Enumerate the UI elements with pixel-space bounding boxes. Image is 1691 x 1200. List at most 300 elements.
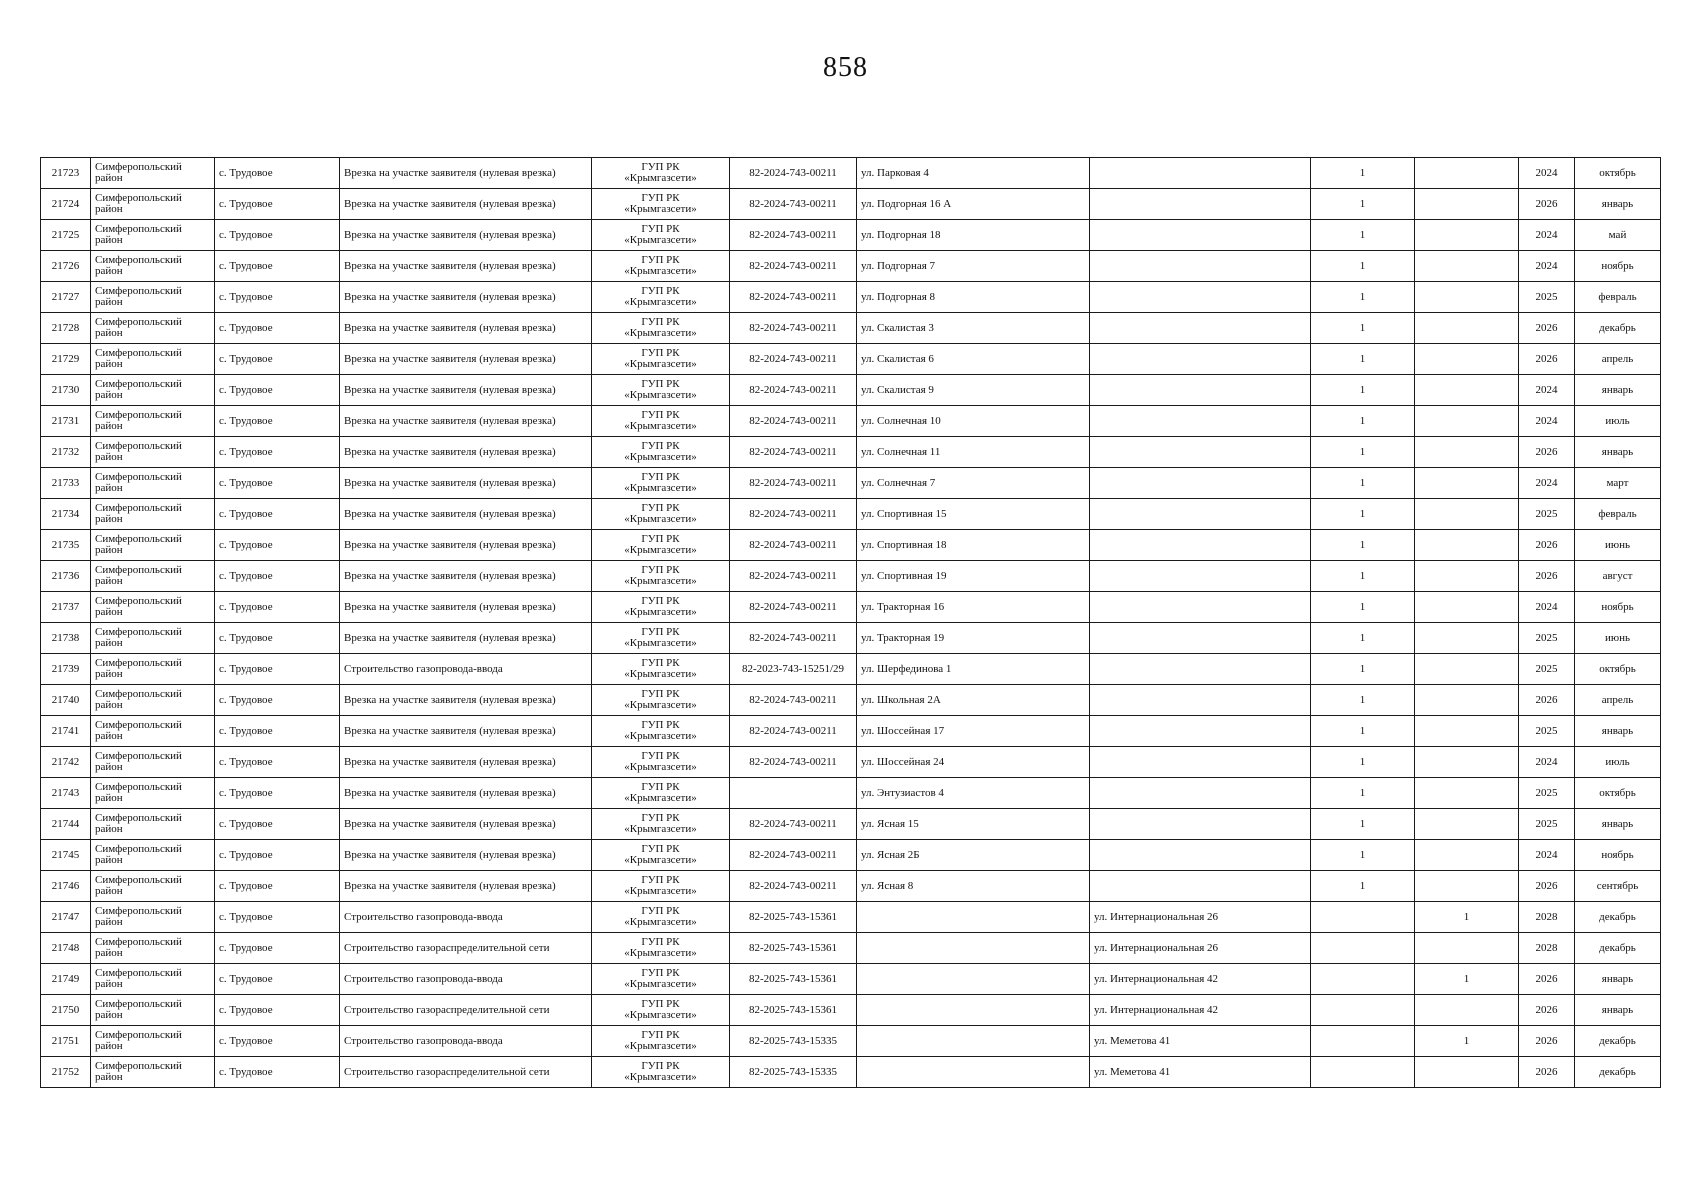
year-cell: 2026 — [1519, 344, 1575, 375]
row-number-cell: 21738 — [41, 623, 91, 654]
organization-cell — [592, 468, 730, 499]
address-cell: ул. Шоссейная 24 — [857, 747, 1090, 778]
work-type-cell: Врезка на участке заявителя (нулевая врезка) — [340, 561, 592, 592]
work-type-cell: Врезка на участке заявителя (нулевая врезка) — [340, 840, 592, 871]
table-row — [41, 313, 1661, 344]
month-cell: июнь — [1575, 623, 1661, 654]
year-cell: 2026 — [1519, 685, 1575, 716]
address-alt-cell: ул. Меметова 41 — [1090, 1026, 1311, 1057]
count-alt-cell — [1415, 344, 1519, 375]
row-number-cell: 21737 — [41, 592, 91, 623]
organization-line-1: ГУП РК — [641, 812, 680, 824]
year-cell: 2025 — [1519, 778, 1575, 809]
year-cell: 2024 — [1519, 406, 1575, 437]
row-number-cell: 21744 — [41, 809, 91, 840]
table-row — [41, 685, 1661, 716]
year-cell: 2026 — [1519, 871, 1575, 902]
count-alt-cell — [1415, 282, 1519, 313]
row-number-cell: 21725 — [41, 220, 91, 251]
program-code-cell: 82-2024-743-00211 — [730, 406, 857, 437]
district-cell: Симферопольский район — [91, 902, 215, 933]
month-cell: октябрь — [1575, 158, 1661, 189]
count-cell: 1 — [1311, 747, 1415, 778]
program-code-cell: 82-2024-743-00211 — [730, 251, 857, 282]
year-cell: 2026 — [1519, 189, 1575, 220]
address-cell: ул. Подгорная 8 — [857, 282, 1090, 313]
month-cell: апрель — [1575, 344, 1661, 375]
year-cell: 2026 — [1519, 995, 1575, 1026]
organization-line-1: ГУП РК — [641, 533, 680, 545]
month-cell: ноябрь — [1575, 592, 1661, 623]
month-cell: январь — [1575, 375, 1661, 406]
organization-line-1: ГУП РК — [641, 502, 680, 514]
settlement-cell: с. Трудовое — [215, 344, 340, 375]
work-type-cell: Врезка на участке заявителя (нулевая врезка) — [340, 871, 592, 902]
year-cell: 2026 — [1519, 964, 1575, 995]
row-number-cell: 21747 — [41, 902, 91, 933]
program-code-cell: 82-2024-743-00211 — [730, 344, 857, 375]
address-cell: ул. Подгорная 7 — [857, 251, 1090, 282]
address-alt-cell — [1090, 592, 1311, 623]
month-cell: декабрь — [1575, 1026, 1661, 1057]
row-number-cell: 21731 — [41, 406, 91, 437]
work-type-cell: Строительство газораспределительной сети — [340, 995, 592, 1026]
table-row — [41, 1026, 1661, 1057]
count-alt-cell: 1 — [1415, 1026, 1519, 1057]
work-type-cell: Врезка на участке заявителя (нулевая врезка) — [340, 406, 592, 437]
settlement-cell: с. Трудовое — [215, 716, 340, 747]
year-cell: 2028 — [1519, 902, 1575, 933]
count-alt-cell — [1415, 809, 1519, 840]
count-cell: 1 — [1311, 282, 1415, 313]
organization-cell — [592, 592, 730, 623]
table-row — [41, 158, 1661, 189]
organization-cell — [592, 313, 730, 344]
month-cell: декабрь — [1575, 933, 1661, 964]
address-cell: ул. Школьная 2А — [857, 685, 1090, 716]
address-cell: ул. Ясная 15 — [857, 809, 1090, 840]
count-cell: 1 — [1311, 561, 1415, 592]
table-row — [41, 623, 1661, 654]
year-cell: 2025 — [1519, 499, 1575, 530]
organization-line-2: «Крымгазсети» — [624, 482, 697, 494]
month-cell: февраль — [1575, 282, 1661, 313]
district-cell: Симферопольский район — [91, 964, 215, 995]
organization-line-1: ГУП РК — [641, 1029, 680, 1041]
settlement-cell: с. Трудовое — [215, 747, 340, 778]
organization-line-2: «Крымгазсети» — [624, 575, 697, 587]
organization-line-1: ГУП РК — [641, 347, 680, 359]
address-alt-cell: ул. Интернациональная 26 — [1090, 902, 1311, 933]
count-cell: 1 — [1311, 840, 1415, 871]
organization-line-1: ГУП РК — [641, 192, 680, 204]
program-code-cell: 82-2024-743-00211 — [730, 561, 857, 592]
settlement-cell: с. Трудовое — [215, 995, 340, 1026]
count-alt-cell — [1415, 437, 1519, 468]
organization-cell — [592, 282, 730, 313]
settlement-cell: с. Трудовое — [215, 933, 340, 964]
table-row — [41, 406, 1661, 437]
address-cell: ул. Подгорная 16 А — [857, 189, 1090, 220]
district-cell: Симферопольский район — [91, 933, 215, 964]
count-alt-cell — [1415, 530, 1519, 561]
row-number-cell: 21748 — [41, 933, 91, 964]
count-cell: 1 — [1311, 344, 1415, 375]
row-number-cell: 21730 — [41, 375, 91, 406]
row-number-cell: 21729 — [41, 344, 91, 375]
address-alt-cell — [1090, 685, 1311, 716]
month-cell: январь — [1575, 995, 1661, 1026]
program-code-cell: 82-2023-743-15251/29 — [730, 654, 857, 685]
count-cell: 1 — [1311, 406, 1415, 437]
count-cell: 1 — [1311, 251, 1415, 282]
address-cell — [857, 1057, 1090, 1088]
count-cell: 1 — [1311, 871, 1415, 902]
program-code-cell: 82-2025-743-15361 — [730, 933, 857, 964]
address-cell: ул. Ясная 2Б — [857, 840, 1090, 871]
settlement-cell: с. Трудовое — [215, 282, 340, 313]
organization-cell — [592, 406, 730, 437]
work-type-cell: Врезка на участке заявителя (нулевая врезка) — [340, 282, 592, 313]
settlement-cell: с. Трудовое — [215, 189, 340, 220]
address-alt-cell — [1090, 437, 1311, 468]
table-body — [41, 158, 1661, 1088]
address-alt-cell — [1090, 406, 1311, 437]
district-cell: Симферопольский район — [91, 623, 215, 654]
year-cell: 2028 — [1519, 933, 1575, 964]
organization-line-1: ГУП РК — [641, 936, 680, 948]
organization-line-2: «Крымгазсети» — [624, 389, 697, 401]
settlement-cell: с. Трудовое — [215, 530, 340, 561]
organization-line-1: ГУП РК — [641, 440, 680, 452]
address-cell: ул. Спортивная 15 — [857, 499, 1090, 530]
organization-line-2: «Крымгазсети» — [624, 730, 697, 742]
address-alt-cell — [1090, 375, 1311, 406]
organization-cell — [592, 251, 730, 282]
address-cell — [857, 995, 1090, 1026]
address-cell: ул. Энтузиастов 4 — [857, 778, 1090, 809]
program-code-cell: 82-2024-743-00211 — [730, 313, 857, 344]
year-cell: 2024 — [1519, 251, 1575, 282]
table-row — [41, 437, 1661, 468]
organization-line-2: «Крымгазсети» — [624, 606, 697, 618]
district-cell: Симферопольский район — [91, 375, 215, 406]
month-cell: ноябрь — [1575, 251, 1661, 282]
address-alt-cell — [1090, 809, 1311, 840]
work-type-cell: Врезка на участке заявителя (нулевая врезка) — [340, 809, 592, 840]
settlement-cell: с. Трудовое — [215, 964, 340, 995]
address-cell: ул. Подгорная 18 — [857, 220, 1090, 251]
work-type-cell: Врезка на участке заявителя (нулевая врезка) — [340, 468, 592, 499]
work-type-cell: Строительство газопровода-ввода — [340, 964, 592, 995]
district-cell: Симферопольский район — [91, 468, 215, 499]
count-cell: 1 — [1311, 809, 1415, 840]
district-cell: Симферопольский район — [91, 747, 215, 778]
count-alt-cell — [1415, 592, 1519, 623]
table-row — [41, 778, 1661, 809]
address-alt-cell — [1090, 313, 1311, 344]
address-cell: ул. Скалистая 6 — [857, 344, 1090, 375]
organization-line-1: ГУП РК — [641, 409, 680, 421]
address-cell — [857, 1026, 1090, 1057]
row-number-cell: 21739 — [41, 654, 91, 685]
district-cell: Симферопольский район — [91, 561, 215, 592]
work-type-cell: Строительство газопровода-ввода — [340, 1026, 592, 1057]
count-alt-cell — [1415, 716, 1519, 747]
organization-cell — [592, 933, 730, 964]
program-code-cell: 82-2024-743-00211 — [730, 468, 857, 499]
program-code-cell: 82-2025-743-15361 — [730, 964, 857, 995]
program-code-cell: 82-2025-743-15335 — [730, 1057, 857, 1088]
count-alt-cell: 1 — [1415, 902, 1519, 933]
organization-cell — [592, 716, 730, 747]
address-alt-cell — [1090, 530, 1311, 561]
settlement-cell: с. Трудовое — [215, 623, 340, 654]
count-alt-cell — [1415, 840, 1519, 871]
organization-line-1: ГУП РК — [641, 378, 680, 390]
month-cell: октябрь — [1575, 654, 1661, 685]
address-cell — [857, 964, 1090, 995]
organization-line-1: ГУП РК — [641, 595, 680, 607]
organization-cell — [592, 1057, 730, 1088]
address-cell — [857, 933, 1090, 964]
organization-cell — [592, 685, 730, 716]
row-number-cell: 21743 — [41, 778, 91, 809]
district-cell: Симферопольский район — [91, 499, 215, 530]
program-code-cell: 82-2024-743-00211 — [730, 716, 857, 747]
month-cell: июль — [1575, 747, 1661, 778]
district-cell: Симферопольский район — [91, 809, 215, 840]
district-cell: Симферопольский район — [91, 282, 215, 313]
district-cell: Симферопольский район — [91, 995, 215, 1026]
table-row — [41, 995, 1661, 1026]
count-cell — [1311, 964, 1415, 995]
organization-line-2: «Крымгазсети» — [624, 1071, 697, 1083]
program-code-cell: 82-2024-743-00211 — [730, 747, 857, 778]
settlement-cell: с. Трудовое — [215, 902, 340, 933]
address-cell: ул. Шерфединова 1 — [857, 654, 1090, 685]
organization-line-1: ГУП РК — [641, 1060, 680, 1072]
work-type-cell: Врезка на участке заявителя (нулевая врезка) — [340, 220, 592, 251]
address-alt-cell — [1090, 871, 1311, 902]
program-code-cell: 82-2024-743-00211 — [730, 220, 857, 251]
month-cell: январь — [1575, 437, 1661, 468]
count-cell: 1 — [1311, 716, 1415, 747]
program-code-cell: 82-2024-743-00211 — [730, 809, 857, 840]
organization-cell — [592, 747, 730, 778]
district-cell: Симферопольский район — [91, 158, 215, 189]
count-cell: 1 — [1311, 189, 1415, 220]
organization-line-1: ГУП РК — [641, 223, 680, 235]
address-cell: ул. Скалистая 9 — [857, 375, 1090, 406]
year-cell: 2025 — [1519, 282, 1575, 313]
organization-cell — [592, 561, 730, 592]
address-alt-cell — [1090, 499, 1311, 530]
row-number-cell: 21732 — [41, 437, 91, 468]
row-number-cell: 21727 — [41, 282, 91, 313]
count-alt-cell — [1415, 468, 1519, 499]
table-row — [41, 189, 1661, 220]
organization-line-1: ГУП РК — [641, 874, 680, 886]
row-number-cell: 21735 — [41, 530, 91, 561]
organization-line-2: «Крымгазсети» — [624, 978, 697, 990]
year-cell: 2026 — [1519, 561, 1575, 592]
year-cell: 2024 — [1519, 220, 1575, 251]
settlement-cell: с. Трудовое — [215, 871, 340, 902]
count-cell: 1 — [1311, 530, 1415, 561]
work-type-cell: Врезка на участке заявителя (нулевая врезка) — [340, 747, 592, 778]
organization-line-2: «Крымгазсети» — [624, 637, 697, 649]
work-type-cell: Врезка на участке заявителя (нулевая врезка) — [340, 189, 592, 220]
district-cell: Симферопольский район — [91, 1026, 215, 1057]
count-cell: 1 — [1311, 158, 1415, 189]
address-cell: ул. Тракторная 16 — [857, 592, 1090, 623]
year-cell: 2026 — [1519, 1057, 1575, 1088]
organization-line-2: «Крымгазсети» — [624, 916, 697, 928]
count-alt-cell — [1415, 871, 1519, 902]
count-cell: 1 — [1311, 468, 1415, 499]
count-cell: 1 — [1311, 499, 1415, 530]
address-alt-cell — [1090, 840, 1311, 871]
work-type-cell: Врезка на участке заявителя (нулевая врезка) — [340, 313, 592, 344]
count-alt-cell — [1415, 561, 1519, 592]
organization-cell — [592, 840, 730, 871]
row-number-cell: 21749 — [41, 964, 91, 995]
year-cell: 2025 — [1519, 623, 1575, 654]
table-row — [41, 747, 1661, 778]
work-type-cell: Врезка на участке заявителя (нулевая врезка) — [340, 499, 592, 530]
address-cell: ул. Ясная 8 — [857, 871, 1090, 902]
table-row — [41, 220, 1661, 251]
count-cell: 1 — [1311, 375, 1415, 406]
program-code-cell: 82-2025-743-15335 — [730, 1026, 857, 1057]
program-code-cell: 82-2024-743-00211 — [730, 499, 857, 530]
year-cell: 2024 — [1519, 158, 1575, 189]
district-cell: Симферопольский район — [91, 685, 215, 716]
work-type-cell: Врезка на участке заявителя (нулевая врезка) — [340, 375, 592, 406]
organization-line-2: «Крымгазсети» — [624, 544, 697, 556]
work-type-cell: Врезка на участке заявителя (нулевая врезка) — [340, 251, 592, 282]
month-cell: апрель — [1575, 685, 1661, 716]
settlement-cell: с. Трудовое — [215, 778, 340, 809]
address-cell: ул. Шоссейная 17 — [857, 716, 1090, 747]
year-cell: 2025 — [1519, 654, 1575, 685]
count-alt-cell — [1415, 1057, 1519, 1088]
settlement-cell: с. Трудовое — [215, 1026, 340, 1057]
address-alt-cell — [1090, 747, 1311, 778]
program-code-cell: 82-2024-743-00211 — [730, 685, 857, 716]
organization-cell — [592, 344, 730, 375]
address-alt-cell: ул. Меметова 41 — [1090, 1057, 1311, 1088]
table-row — [41, 809, 1661, 840]
table-row — [41, 871, 1661, 902]
year-cell: 2026 — [1519, 437, 1575, 468]
settlement-cell: с. Трудовое — [215, 468, 340, 499]
organization-cell — [592, 530, 730, 561]
address-cell: ул. Спортивная 18 — [857, 530, 1090, 561]
row-number-cell: 21751 — [41, 1026, 91, 1057]
month-cell: январь — [1575, 809, 1661, 840]
address-alt-cell: ул. Интернациональная 26 — [1090, 933, 1311, 964]
address-alt-cell — [1090, 189, 1311, 220]
count-cell: 1 — [1311, 437, 1415, 468]
year-cell: 2026 — [1519, 530, 1575, 561]
month-cell: ноябрь — [1575, 840, 1661, 871]
organization-line-2: «Крымгазсети» — [624, 358, 697, 370]
organization-cell — [592, 220, 730, 251]
address-alt-cell: ул. Интернациональная 42 — [1090, 964, 1311, 995]
address-alt-cell — [1090, 158, 1311, 189]
table-row — [41, 840, 1661, 871]
table-row — [41, 716, 1661, 747]
settlement-cell: с. Трудовое — [215, 313, 340, 344]
settlement-cell: с. Трудовое — [215, 220, 340, 251]
address-cell: ул. Солнечная 10 — [857, 406, 1090, 437]
organization-cell — [592, 499, 730, 530]
organization-line-1: ГУП РК — [641, 161, 680, 173]
count-cell: 1 — [1311, 623, 1415, 654]
work-type-cell: Врезка на участке заявителя (нулевая врезка) — [340, 716, 592, 747]
district-cell: Симферопольский район — [91, 189, 215, 220]
year-cell: 2024 — [1519, 592, 1575, 623]
organization-line-1: ГУП РК — [641, 750, 680, 762]
organization-line-2: «Крымгазсети» — [624, 823, 697, 835]
month-cell: февраль — [1575, 499, 1661, 530]
address-alt-cell — [1090, 220, 1311, 251]
address-alt-cell — [1090, 468, 1311, 499]
program-code-cell: 82-2024-743-00211 — [730, 623, 857, 654]
count-cell: 1 — [1311, 654, 1415, 685]
organization-line-1: ГУП РК — [641, 626, 680, 638]
organization-line-2: «Крымгазсети» — [624, 203, 697, 215]
organization-cell — [592, 1026, 730, 1057]
district-cell: Симферопольский район — [91, 313, 215, 344]
address-cell: ул. Парковая 4 — [857, 158, 1090, 189]
count-cell: 1 — [1311, 313, 1415, 344]
organization-line-1: ГУП РК — [641, 471, 680, 483]
count-alt-cell — [1415, 933, 1519, 964]
work-type-cell: Врезка на участке заявителя (нулевая врезка) — [340, 623, 592, 654]
organization-line-2: «Крымгазсети» — [624, 420, 697, 432]
count-cell — [1311, 933, 1415, 964]
organization-cell — [592, 902, 730, 933]
count-alt-cell — [1415, 251, 1519, 282]
year-cell: 2025 — [1519, 809, 1575, 840]
month-cell: январь — [1575, 716, 1661, 747]
organization-line-2: «Крымгазсети» — [624, 699, 697, 711]
organization-line-1: ГУП РК — [641, 657, 680, 669]
row-number-cell: 21745 — [41, 840, 91, 871]
table-row — [41, 964, 1661, 995]
row-number-cell: 21736 — [41, 561, 91, 592]
program-code-cell: 82-2024-743-00211 — [730, 840, 857, 871]
count-alt-cell — [1415, 685, 1519, 716]
count-alt-cell — [1415, 747, 1519, 778]
program-code-cell: 82-2024-743-00211 — [730, 437, 857, 468]
row-number-cell: 21752 — [41, 1057, 91, 1088]
table-row — [41, 530, 1661, 561]
year-cell: 2024 — [1519, 468, 1575, 499]
month-cell: сентябрь — [1575, 871, 1661, 902]
organization-cell — [592, 623, 730, 654]
organization-line-2: «Крымгазсети» — [624, 792, 697, 804]
organization-line-1: ГУП РК — [641, 564, 680, 576]
program-code-cell: 82-2024-743-00211 — [730, 282, 857, 313]
district-cell: Симферопольский район — [91, 778, 215, 809]
address-alt-cell — [1090, 561, 1311, 592]
organization-line-1: ГУП РК — [641, 905, 680, 917]
month-cell: декабрь — [1575, 902, 1661, 933]
